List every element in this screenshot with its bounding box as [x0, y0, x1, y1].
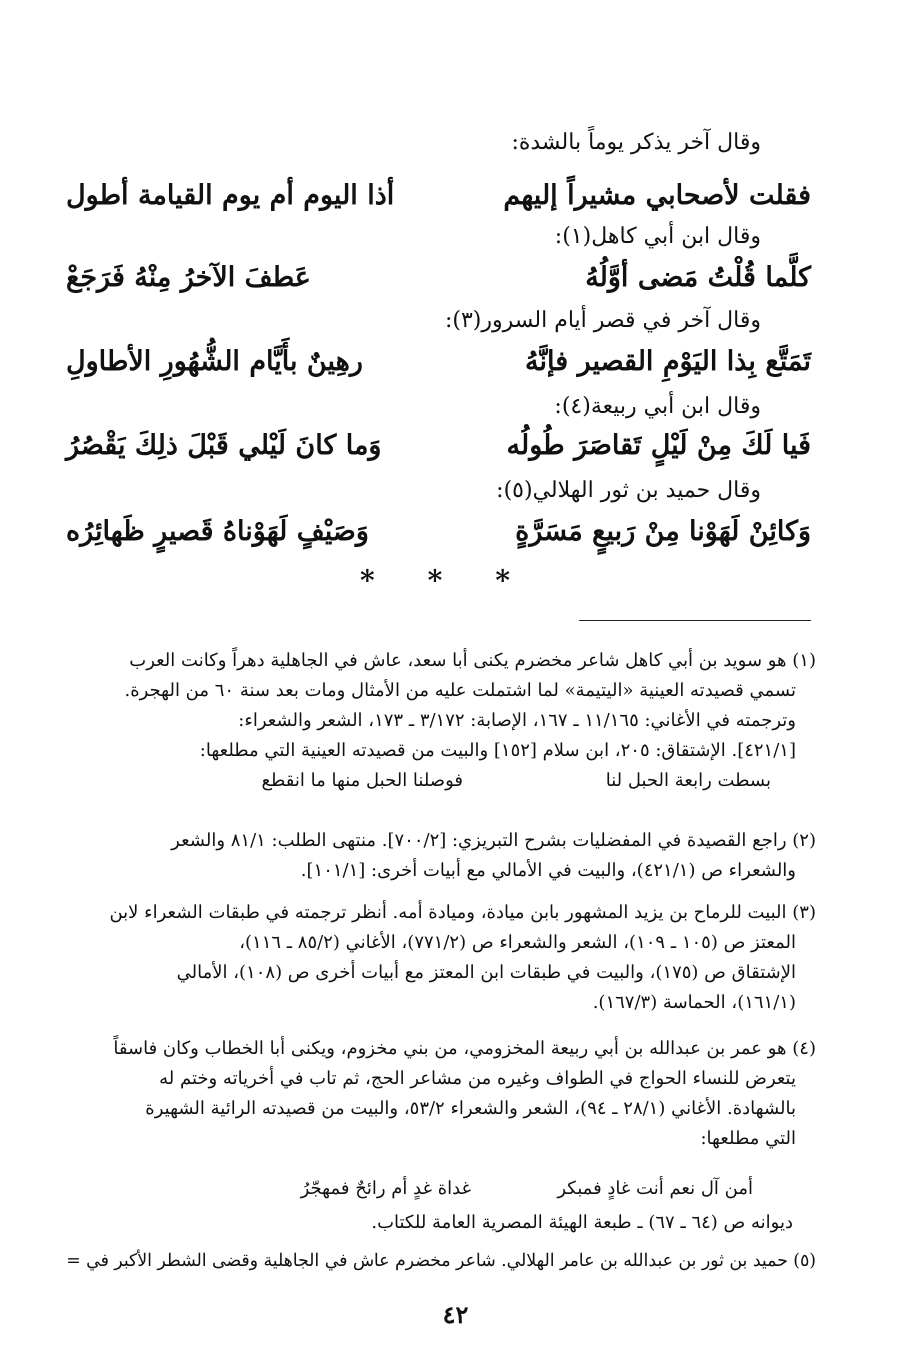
footnote-line: (٢) راجع القصيدة في المفضليات بشرح التبريزي: [٧٠٠/٢]. منتهى الطلب: ٨١/١ والشعر: [171, 830, 816, 851]
footnote-1-poem-second: فوصلنا الحبل منها ما انقطع: [261, 770, 463, 791]
footnote-line: بالشهادة. الأغاني (٢٨/١ ـ ٩٤)، الشعر والشعراء ٥٣/٢، والبيت من قصيدته الرائية الشهيرة: [145, 1098, 796, 1119]
footnote-separator: [579, 620, 811, 621]
footnote-1-poem-first: بسطت رابعة الحبل لنا: [605, 770, 771, 791]
footnote-line: وترجمته في الأغاني: ١١/١٦٥ ـ ١٦٧، الإصابة: ٣/١٧٢ ـ ١٧٣، الشعر والشعراء:: [238, 710, 796, 731]
verse-line-2: [66, 262, 811, 302]
verse-line-4: [66, 430, 811, 470]
verse-intro-2: وقال ابن أبي كاهل(١):: [554, 224, 761, 249]
verse-line-1: [66, 180, 811, 220]
verse-hemistich-first: فقلت لأصحابي مشيراً إليهم: [503, 180, 811, 211]
footnote-line: والشعراء ص (٤٢١/١)، والبيت في الأمالي مع أبيات أخرى: [١٠١/١].: [300, 860, 796, 881]
footnote-line: (٣) البيت للرماح بن يزيد المشهور بابن ميادة، وميادة أمه. أنظر ترجمته في طبقات الشعراء لابن: [109, 902, 816, 923]
page-number: ٤٢: [442, 1300, 469, 1329]
star-glyph: *: [427, 564, 443, 597]
verse-intro-3: وقال آخر في قصر أيام السرور(٣):: [444, 308, 761, 333]
footnote-1: [65, 646, 816, 766]
verse-hemistich-second: وَصَيْفٍ لَهَوْناهُ قَصيرٍ ظَهائِرُه: [66, 516, 369, 547]
footnote-4-tail: ديوانه ص (٦٤ ـ ٦٧) ـ طبعة الهيئة المصرية العامة للكتاب.: [371, 1212, 793, 1233]
footnote-line: (٥) حميد بن ثور بن عبدالله بن عامر الهلالي. شاعر مخضرم عاش في الجاهلية وقضى الشطر الأكبر في =: [66, 1251, 816, 1271]
verse-line-5: [66, 516, 811, 556]
verse-hemistich-first: تَمَتَّع بِذا اليَوْمِ القصير فإنَّهُ: [525, 346, 811, 377]
footnote-5: [65, 1246, 816, 1276]
verse-line-3: [66, 346, 811, 386]
footnote-4: [65, 1034, 816, 1154]
footnote-4-poem-second: غداة غدٍ أم رائحٌ فمهجّرُ: [300, 1178, 471, 1199]
star-glyph: *: [495, 564, 510, 597]
verse-hemistich-second: وَما كانَ لَيْلي قَبْلَ ذلِكَ يَقْصُرُ: [66, 430, 382, 461]
footnote-line: (١) هو سويد بن أبي كاهل شاعر مخضرم يكنى أبا سعد، عاش في الجاهلية دهراً وكانت العرب: [129, 650, 816, 671]
footnote-3: [65, 898, 816, 1018]
verse-hemistich-first: كلَّما قُلْتُ مَضى أوَّلُهُ: [585, 262, 811, 293]
footnote-line: [٤٢١/١]. الإشتقاق: ٢٠٥، ابن سلام [١٥٢] والبيت من قصيدته العينية التي مطلعها:: [199, 740, 796, 761]
footnote-line: تسمي قصيدته العينية «اليتيمة» لما اشتملت عليه من الأمثال ومات بعد سنة ٦٠ من الهجرة.: [124, 680, 796, 701]
footnote-line: الإشتقاق ص (١٧٥)، والبيت في طبقات ابن المعتز مع أبيات أخرى ص (١٠٨)، الأمالي: [176, 962, 796, 983]
footnote-line: يتعرض للنساء الحواج في الطواف وغيره من مشاعر الحج، ثم تاب في أخرياته وختم له: [159, 1068, 796, 1089]
footnote-2: [65, 826, 816, 886]
verse-hemistich-second: أذا اليوم أم يوم القيامة أطول: [66, 180, 395, 211]
verse-intro-4: وقال ابن أبي ربيعة(٤):: [554, 394, 761, 419]
verse-hemistich-second: عَطفَ الآخرُ مِنْهُ فَرَجَعْ: [66, 262, 311, 293]
verse-hemistich-second: رهِينٌ بأَيَّام الشُّهُورِ الأطاولِ: [66, 346, 363, 377]
footnote-4-poem-first: أمن آل نعم أنت غادٍ فمبكر: [557, 1178, 753, 1199]
footnote-line: (٤) هو عمر بن عبدالله بن أبي ربيعة المخزومي، من بني مخزوم، ويكنى أبا الخطاب وكان فاسقاً: [113, 1038, 816, 1059]
footnote-line: (١٦١/١)، الحماسة (١٦٧/٣).: [592, 992, 796, 1013]
footnote-line: التي مطلعها:: [700, 1128, 796, 1149]
verse-hemistich-first: وَكائِنْ لَهَوْنا مِنْ رَبيعٍ مَسَرَّةٍ: [515, 516, 811, 547]
verse-intro-1: وقال آخر يذكر يوماً بالشدة:: [511, 130, 761, 155]
verse-hemistich-first: فَيا لَكَ مِنْ لَيْلٍ تَقاصَرَ طُولُه: [506, 430, 811, 461]
footnote-line: المعتز ص (١٠٥ ـ ١٠٩)، الشعر والشعراء ص (٧٧١/٢)، الأغاني (٨٥/٢ ـ ١١٦)،: [239, 932, 796, 953]
section-divider-stars: [360, 564, 510, 597]
verse-intro-5: وقال حميد بن ثور الهلالي(٥):: [496, 478, 761, 503]
star-glyph: *: [360, 564, 375, 597]
